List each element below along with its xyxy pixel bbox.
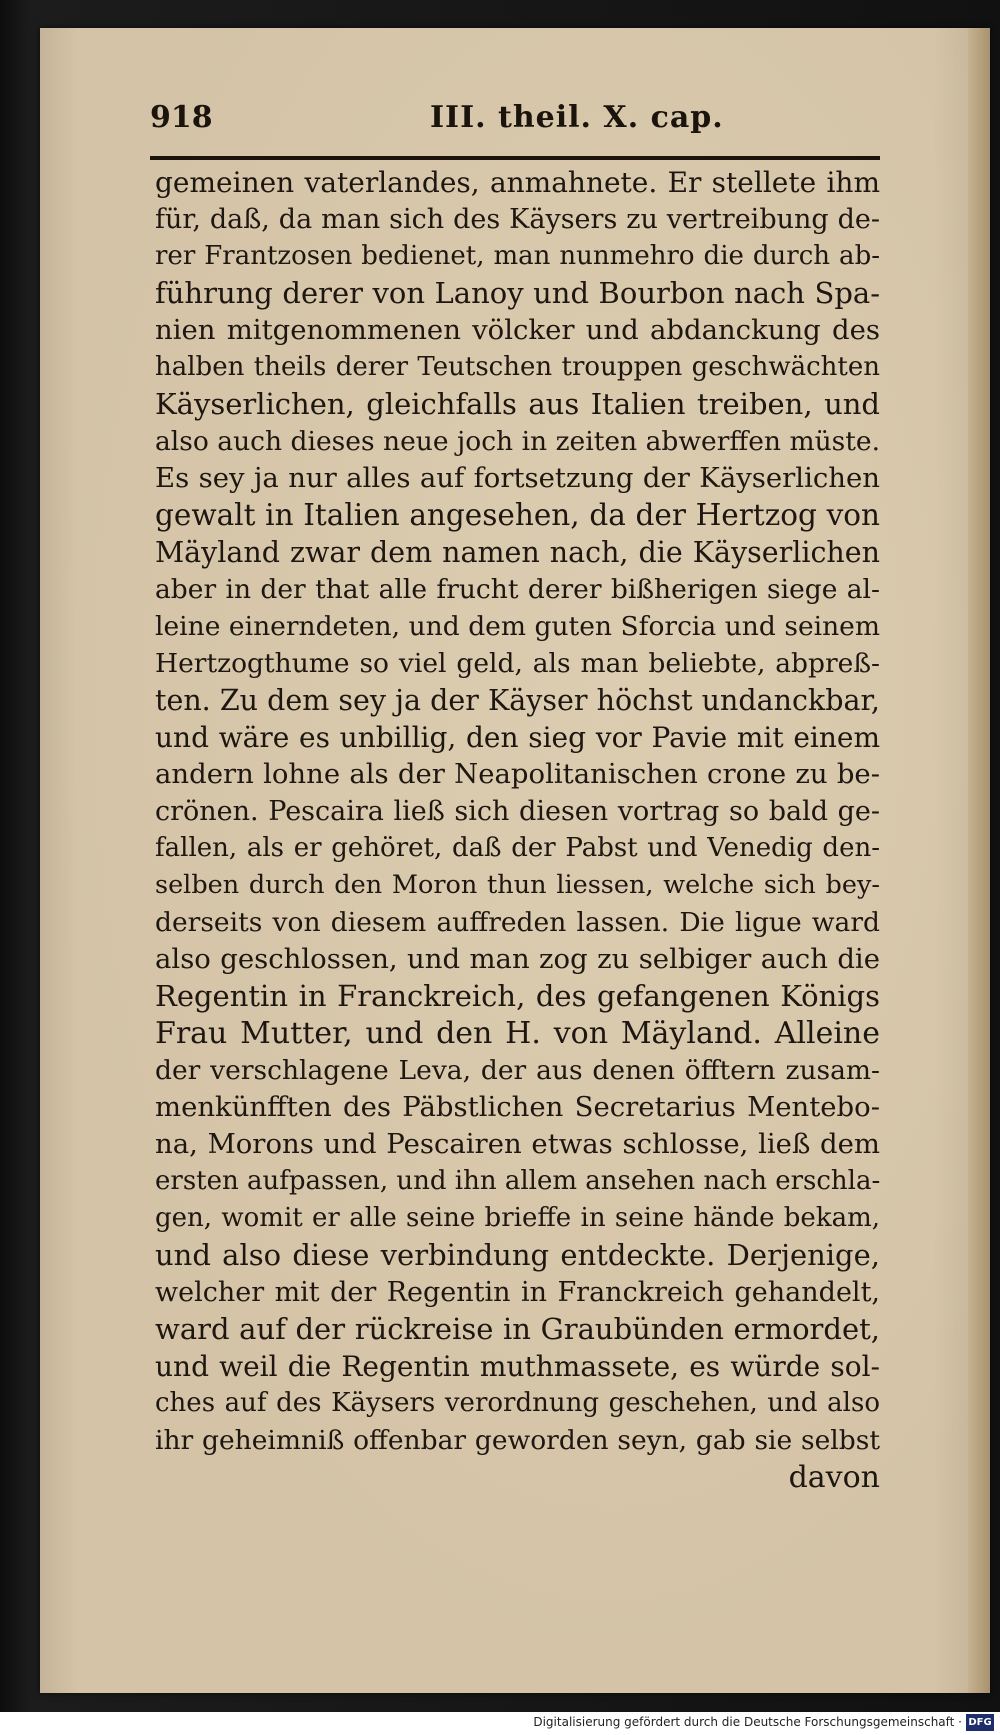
text-line: führung derer von Lanoy und Bourbon nach Spa- <box>155 276 880 310</box>
text-line: Hertzogthume so viel geld, als man beliebte, abpreß- <box>155 648 880 679</box>
text-line: Käyserlichen, gleichfalls aus Italien treiben, und <box>155 387 880 421</box>
text-line: ches auf des Käysers verordnung geschehen, und also <box>155 1388 880 1418</box>
page-number: 918 <box>150 100 213 135</box>
header-rule <box>150 156 880 160</box>
text-line: andern lohne als der Neapolitanischen crone zu be- <box>155 758 880 790</box>
text-line: für, daß, da man sich des Käysers zu vertreibung de- <box>155 204 880 235</box>
text-line: also geschlossen, und man zog zu selbiger auch die <box>155 943 880 975</box>
page-edge <box>968 28 990 1693</box>
dfg-logo-icon: DFG <box>966 1714 994 1731</box>
text-line: leine einerndeten, und dem guten Sforcia und seinem <box>155 611 880 642</box>
text-line: halben theils derer Teutschen trouppen geschwächten <box>155 352 880 382</box>
text-line: Es sey ja nur alles auf fortsetzung der Käyserlichen <box>155 462 880 494</box>
body-text <box>155 164 880 1496</box>
text-line: menkünfften des Päbstlichen Secretarius Mentebo- <box>155 1091 880 1123</box>
text-line: Mäyland zwar dem namen nach, die Käyserlichen <box>155 536 880 569</box>
text-line: ten. Zu dem sey ja der Käyser höchst undanckbar, <box>155 684 880 717</box>
text-line: und wäre es unbillig, den sieg vor Pavie mit einem <box>155 721 880 754</box>
text-line: Regentin in Franckreich, des gefangenen Königs <box>155 979 880 1013</box>
text-line: ward auf der rückreise in Graubünden ermordet, <box>155 1312 880 1346</box>
text-line: gen, womit er alle seine brieffe in seine hände bekam, <box>155 1203 880 1233</box>
running-head <box>150 100 880 150</box>
text-line: rer Frantzosen bedienet, man nunmehro die durch ab- <box>155 241 880 271</box>
chapter-heading: III. theil. X. cap. <box>430 100 724 135</box>
text-line: und weil die Regentin muthmassete, es würde sol- <box>155 1350 880 1383</box>
text-line: fallen, als er gehöret, daß der Pabst und Venedig den- <box>155 833 880 863</box>
text-line: selben durch den Moron thun liessen, welche sich bey- <box>155 870 880 900</box>
catchword: davon <box>788 1460 880 1495</box>
text-line: nien mitgenommenen völcker und abdanckung des <box>155 314 880 346</box>
text-line: der verschlagene Leva, der aus denen öfftern zusam- <box>155 1055 880 1086</box>
footer-credit: Digitalisierung gefördert durch die Deutsche Forschungsgemeinschaft · <box>533 1715 962 1729</box>
footer-bar <box>0 1712 1000 1735</box>
text-line: gewalt in Italien angesehen, da der Hertzog von <box>155 498 880 532</box>
text-line: welcher mit der Regentin in Franckreich gehandelt, <box>155 1277 880 1308</box>
text-line: ihr geheimniß offenbar geworden seyn, gab sie selbst <box>155 1425 880 1456</box>
text-line: Frau Mutter, und den H. von Mäyland. Alleine <box>155 1016 880 1051</box>
text-line: gemeinen vaterlandes, anmahnete. Er stellete ihm <box>155 166 880 199</box>
text-line: na, Morons und Pescairen etwas schlosse, ließ dem <box>155 1128 880 1160</box>
text-line: crönen. Pescaira ließ sich diesen vortrag so bald ge- <box>155 796 880 827</box>
text-line: und also diese verbindung entdeckte. Derjenige, <box>155 1238 880 1272</box>
text-line: also auch dieses neue joch in zeiten abwerffen müste. <box>155 426 880 457</box>
text-line: ersten aufpassen, und ihn allem ansehen nach erschla- <box>155 1166 881 1196</box>
text-line: aber in der that alle frucht derer bißherigen siege al- <box>155 574 880 605</box>
text-line: derseits von diesem auffreden lassen. Die ligue ward <box>155 907 880 938</box>
